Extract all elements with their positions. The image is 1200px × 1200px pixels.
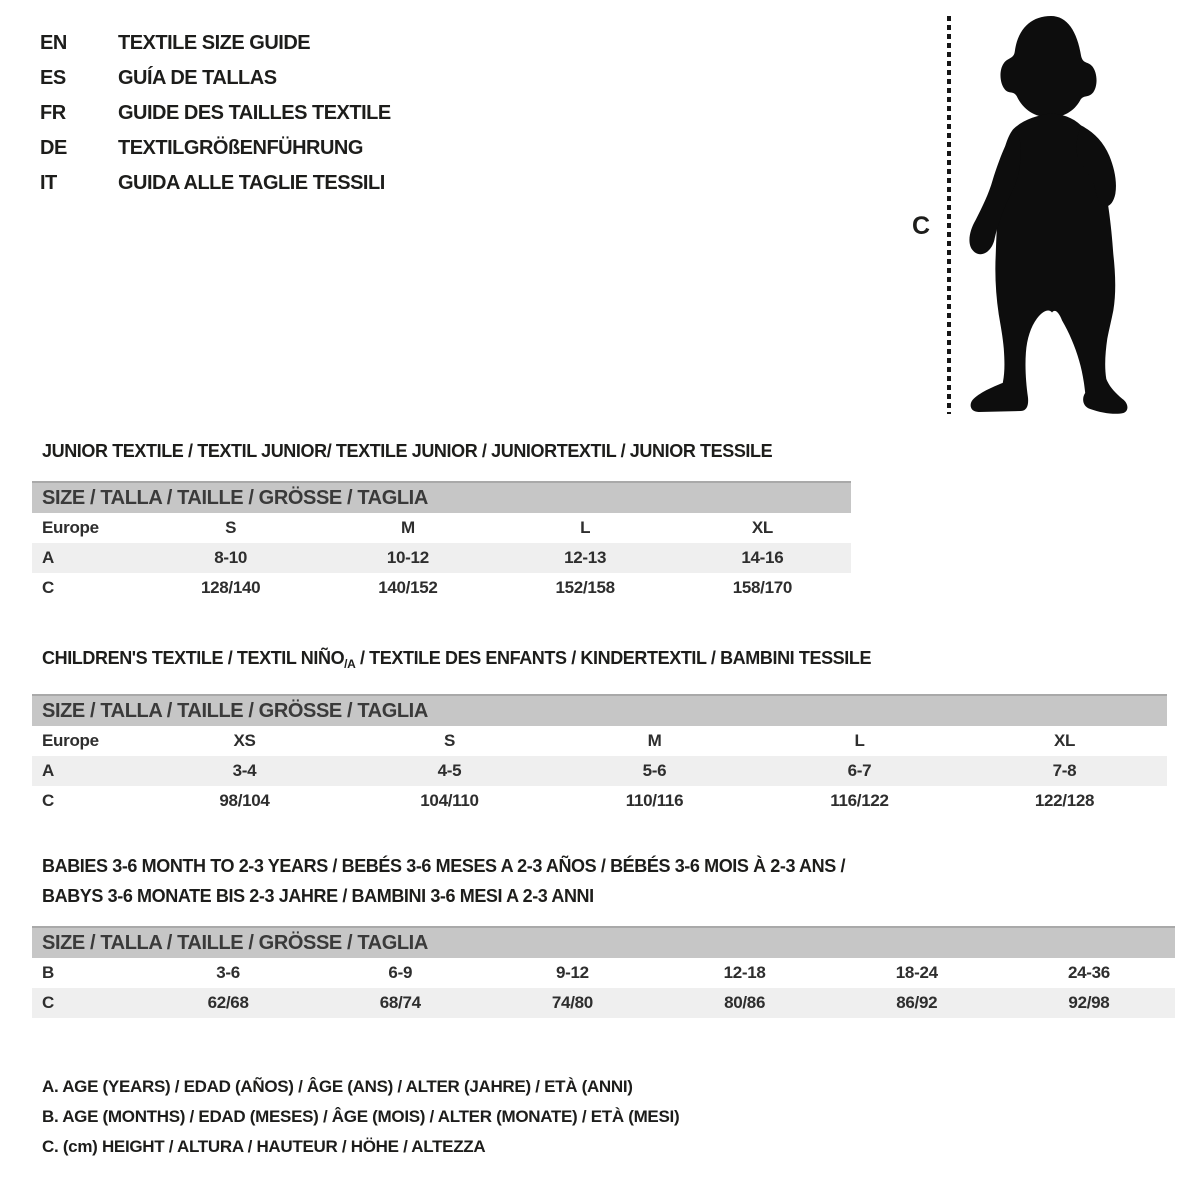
- title-segment: / TEXTILE DES ENFANTS / KINDERTEXTIL / BAMBINI TESSILE: [355, 648, 872, 668]
- row-label: A: [42, 761, 54, 780]
- junior-size-table: [32, 481, 851, 603]
- cell-value: XL: [1053, 731, 1076, 750]
- cell-value: 74/80: [551, 993, 593, 1012]
- cell-value: 62/68: [207, 993, 249, 1012]
- cell-value: 10-12: [386, 548, 429, 567]
- cell-value: 4-5: [437, 761, 462, 780]
- language-label: TEXTILGRÖßENFÜHRUNG: [118, 137, 363, 159]
- height-measure-dashed-line: [947, 16, 951, 414]
- language-code: FR: [40, 102, 66, 124]
- row-label: C: [42, 993, 54, 1012]
- language-list: [40, 26, 391, 201]
- babies-section-title: [32, 851, 1175, 911]
- cell-value: 12-13: [564, 548, 607, 567]
- title-segment: BABIES 3-6 MONTH TO 2-3 YEARS / BEBÉS 3-6 MESES A 2-3 AÑOS / BÉBÉS 3-6 MOIS À 2-3 ANS /: [42, 856, 846, 876]
- language-code: ES: [40, 67, 66, 89]
- cell-value: 9-12: [556, 963, 589, 982]
- cell-value: 68/74: [379, 993, 421, 1012]
- cell-value: 3-4: [232, 761, 257, 780]
- cell-value: 116/122: [830, 791, 889, 810]
- junior-textile-section: [32, 436, 851, 603]
- cell-value: 12-18: [723, 963, 766, 982]
- language-row: [40, 131, 391, 166]
- cell-value: 3-6: [216, 963, 240, 982]
- babies-textile-section: [32, 851, 1175, 1018]
- row-label: A: [42, 548, 54, 567]
- size-header-bar: SIZE / TALLA / TAILLE / GRÖSSE / TAGLIA: [32, 926, 1175, 958]
- title-segment: JUNIOR TEXTILE / TEXTIL JUNIOR/ TEXTILE JUNIOR / JUNIORTEXTIL / JUNIOR TESSILE: [42, 441, 773, 461]
- cell-value: 8-10: [214, 548, 248, 567]
- language-label: TEXTILE SIZE GUIDE: [118, 32, 311, 54]
- cell-value: 5-6: [642, 761, 667, 780]
- cell-value: XS: [233, 731, 256, 750]
- cell-value: 98/104: [219, 791, 270, 810]
- table-body: [32, 958, 1175, 1018]
- table-row: [32, 958, 1175, 988]
- cell-value: 7-8: [1052, 761, 1077, 780]
- legend-item: A. AGE (YEARS) / EDAD (AÑOS) / ÂGE (ANS) / ALTER (JAHRE) / ETÀ (ANNI): [42, 1077, 633, 1096]
- table-row: [32, 988, 1175, 1018]
- children-textile-section: [32, 643, 1167, 816]
- measure-c-label: C: [912, 212, 931, 240]
- row-label: B: [42, 963, 54, 982]
- cell-value: 80/86: [724, 993, 766, 1012]
- table-row: [32, 513, 851, 543]
- language-code: EN: [40, 32, 67, 54]
- language-code: DE: [40, 137, 67, 159]
- babies-size-table: [32, 926, 1175, 1018]
- table-body: [32, 513, 851, 603]
- language-row: [40, 61, 391, 96]
- cell-value: 6-7: [847, 761, 872, 780]
- section-title-line: [42, 643, 1167, 679]
- table-row: [32, 756, 1167, 786]
- section-title-line: [42, 436, 851, 466]
- cell-value: 14-16: [741, 548, 784, 567]
- table-body: [32, 726, 1167, 816]
- table-row: [32, 786, 1167, 816]
- table-row: [32, 543, 851, 573]
- cell-value: L: [580, 518, 591, 537]
- row-label: Europe: [42, 731, 99, 750]
- legend-item: B. AGE (MONTHS) / EDAD (MESES) / ÂGE (MOIS) / ALTER (MONATE) / ETÀ (MESI): [42, 1107, 680, 1126]
- table-row: [32, 573, 851, 603]
- language-row: [40, 26, 391, 61]
- cell-value: M: [647, 731, 662, 750]
- cell-value: 24-36: [1067, 963, 1110, 982]
- table-row: [32, 726, 1167, 756]
- measurement-legend: [42, 1072, 679, 1162]
- cell-value: 18-24: [895, 963, 938, 982]
- cell-value: XL: [751, 518, 773, 537]
- language-label: GUÍA DE TALLAS: [118, 67, 277, 89]
- section-title-line: [42, 881, 1175, 911]
- title-segment: BABYS 3-6 MONATE BIS 2-3 JAHRE / BAMBINI 3-6 MESI A 2-3 ANNI: [42, 886, 594, 906]
- cell-value: 86/92: [896, 993, 938, 1012]
- size-header-bar: SIZE / TALLA / TAILLE / GRÖSSE / TAGLIA: [32, 481, 851, 513]
- section-title-line: [42, 851, 1175, 881]
- language-label: GUIDA ALLE TAGLIE TESSILI: [118, 172, 385, 194]
- cell-value: 140/152: [378, 578, 438, 597]
- title-segment: /A: [344, 657, 356, 671]
- row-label: C: [42, 791, 54, 810]
- cell-value: 158/170: [732, 578, 793, 597]
- cell-value: 110/116: [625, 791, 684, 810]
- cell-value: 128/140: [200, 578, 261, 597]
- cell-value: 92/98: [1068, 993, 1110, 1012]
- cell-value: 122/128: [1034, 791, 1095, 810]
- row-label: C: [42, 578, 54, 597]
- language-code: IT: [40, 172, 57, 194]
- children-section-title: [32, 643, 1167, 679]
- cell-value: 104/110: [420, 791, 479, 810]
- language-row: [40, 166, 391, 201]
- junior-section-title: [32, 436, 851, 466]
- cell-value: M: [400, 518, 415, 537]
- size-header-bar: SIZE / TALLA / TAILLE / GRÖSSE / TAGLIA: [32, 694, 1167, 726]
- cell-value: 152/158: [555, 578, 615, 597]
- cell-value: S: [443, 731, 456, 750]
- row-label: Europe: [42, 518, 99, 537]
- language-label: GUIDE DES TAILLES TEXTILE: [118, 102, 391, 124]
- cell-value: S: [225, 518, 237, 537]
- cell-value: 6-9: [388, 963, 413, 982]
- cell-value: L: [854, 731, 865, 750]
- title-segment: CHILDREN'S TEXTILE / TEXTIL NIÑO: [42, 648, 345, 668]
- children-size-table: [32, 694, 1167, 816]
- language-row: [40, 96, 391, 131]
- toddler-silhouette-icon: [962, 13, 1134, 415]
- legend-item: C. (cm) HEIGHT / ALTURA / HAUTEUR / HÖHE / ALTEZZA: [42, 1137, 486, 1156]
